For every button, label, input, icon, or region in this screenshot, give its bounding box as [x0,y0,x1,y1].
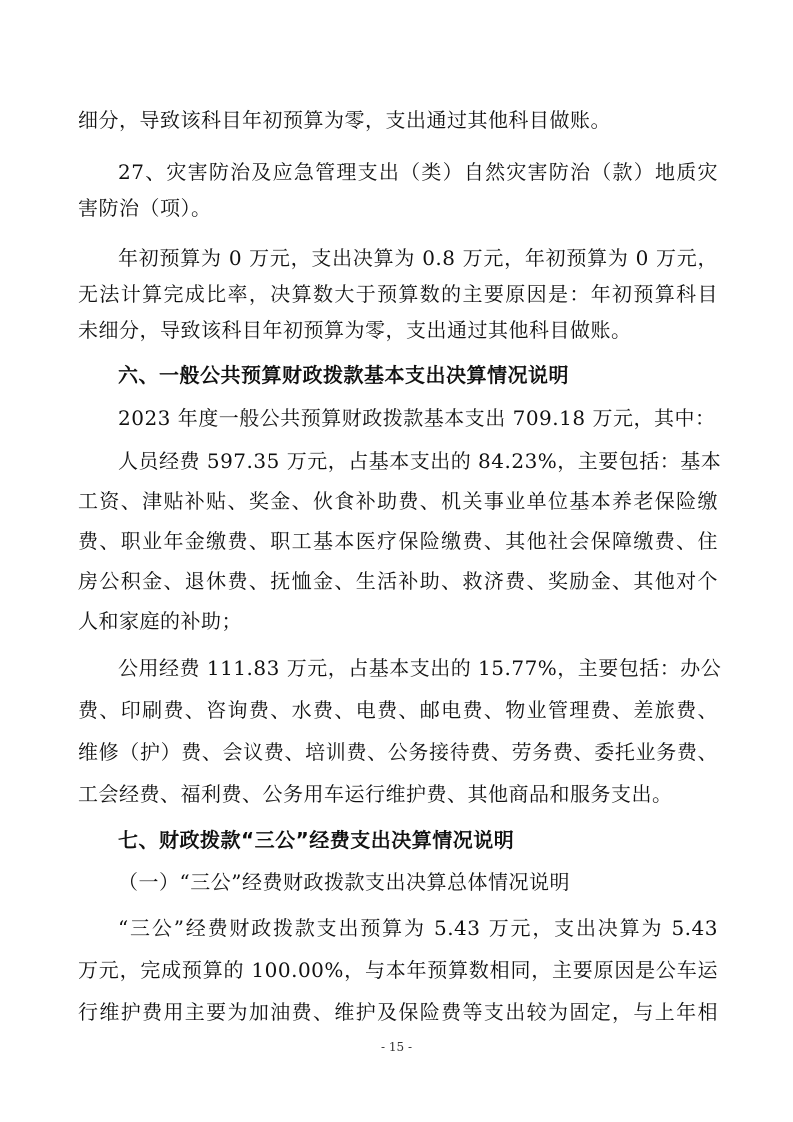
section-heading-six: 六、一般公共预算财政拨款基本支出决算情况说明 [118,363,569,387]
paragraph-line: 未细分，导致该科目年初预算为零，支出通过其他科目做账。 [78,318,632,342]
paragraph-line: 公用经费 111.83 万元，占基本支出的 15.77%，主要包括：办公 [118,656,722,680]
paragraph-line: 害防治（项）。 [78,196,212,220]
paragraph-line: 2023 年度一般公共预算财政拨款基本支出 709.18 万元，其中： [118,406,716,430]
paragraph-line: 细分，导致该科目年初预算为零，支出通过其他科目做账。 [78,108,611,132]
paragraph-line: 人和家庭的补助； [78,609,242,633]
paragraph-line: 年初预算为 0 万元，支出决算为 0.8 万元，年初预算为 0 万元， [118,246,718,270]
paragraph-line: “三公”经费财政拨款支出预算为 5.43 万元，支出决算为 5.43 [118,916,718,940]
paragraph-line: 费、印刷费、咨询费、水费、电费、邮电费、物业管理费、差旅费、 [78,698,718,722]
paragraph-line: 费、职业年金缴费、职工基本医疗保险缴费、其他社会保障缴费、住 [78,529,718,553]
paragraph-line: 房公积金、退休费、抚恤金、生活补助、救济费、奖励金、其他对个 [78,569,718,593]
paragraph-line: 人员经费 597.35 万元，占基本支出的 84.23%，主要包括：基本 [118,449,722,473]
section-item-heading: 27、灾害防治及应急管理支出（类）自然灾害防治（款）地质灾 [118,160,718,184]
paragraph-line: 万元，完成预算的 100.00%，与本年预算数相同，主要原因是公车运 [78,958,718,982]
section-heading-seven: 七、财政拨款“三公”经费支出决算情况说明 [118,828,515,852]
subsection-heading: （一）“三公”经费财政拨款支出决算总体情况说明 [118,870,570,894]
paragraph-line: 工会经费、福利费、公务用车运行维护费、其他商品和服务支出。 [78,782,673,806]
page-number: - 15 - [380,1040,412,1054]
paragraph-line: 行维护费用主要为加油费、维护及保险费等支出较为固定，与上年相 [78,1000,718,1024]
paragraph-line: 维修（护）费、会议费、培训费、公务接待费、劳务费、委托业务费、 [78,740,718,764]
paragraph-line: 工资、津贴补贴、奖金、伙食补助费、机关事业单位基本养老保险缴 [78,489,718,513]
paragraph-line: 无法计算完成比率，决算数大于预算数的主要原因是：年初预算科目 [78,282,718,306]
